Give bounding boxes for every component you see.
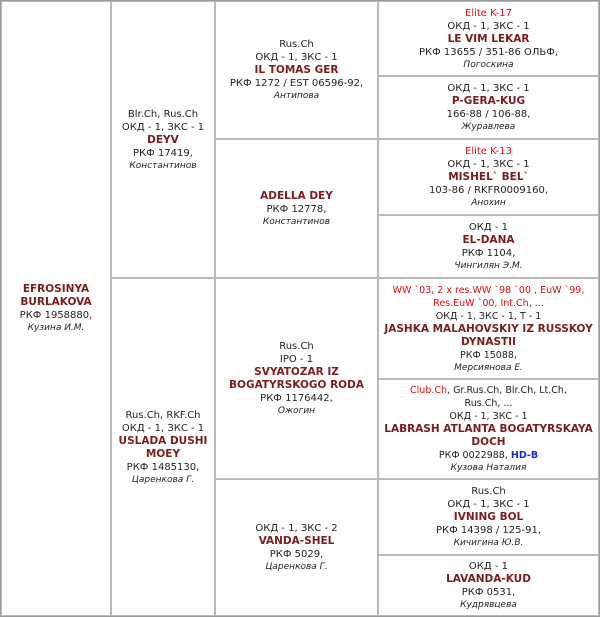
sds-entry [378,139,599,215]
dss-titles-line1: WW `03, 2 x res.WW `98 `00 , EuW `99, [392,284,585,296]
ss-owner: Антипова [273,91,320,101]
dds-name[interactable]: IVNING BOL [453,511,524,523]
sdd-entry [378,215,599,278]
dd-entry [215,479,378,616]
ddd-reg: РКФ 0531, [461,587,516,598]
subject-reg: РКФ 1958880, [19,310,93,321]
sds-owner: Анохин [471,198,506,208]
sds-reg: 103-86 / RKFR0009160, [428,185,549,196]
ddd-name[interactable]: LAVANDA-KUD [446,573,531,585]
dam-titles: Rus.Ch, RKF.Ch [125,409,201,421]
sds-tests: ОКД - 1, ЗКС - 1 [447,159,530,170]
dds-reg: РКФ 14398 / 125-91, [435,525,542,536]
ds-tests: IPO - 1 [279,354,314,365]
dss-entry [378,278,599,379]
ds-name[interactable]: SVYATOZAR IZ BOGATYRSKOGO RODA [229,366,364,391]
dsd-titles-line2: Rus.Ch, ... [464,398,513,409]
dsd-club-title: Club.Ch [410,385,448,396]
ds-entry [215,278,378,479]
sdd-owner: Чингилян Э.М. [454,261,523,271]
sd-owner: Константинов [262,216,331,227]
sire-name[interactable]: DEYV [147,133,179,146]
dss-reg: РКФ 15088, [460,349,517,361]
sss-entry [378,1,599,76]
ssd-name[interactable]: P-GERA-KUG [451,95,526,107]
dsd-name[interactable]: LABRASH ATLANTA BOGATYRSKAYA DOCH [384,423,593,448]
ssd-tests: ОКД - 1, ЗКС - 1 [447,83,530,94]
sss-tests: ОКД - 1, ЗКС - 1 [447,20,530,32]
dd-name[interactable]: VANDA-SHEL [258,535,335,547]
dsd-owner: Кузова Наталия [450,463,527,473]
ss-tests: ОКД - 1, ЗКС - 1 [255,52,338,63]
ss-titles: Rus.Ch [279,39,314,50]
dss-titles-line2: Res.EuW `00, Int.Ch [433,297,529,309]
sire-reg: РКФ 17419, [133,147,193,159]
ddd-tests: ОКД - 1 [468,561,509,572]
dam-reg: РКФ 1485130, [126,461,200,473]
dds-titles: Rus.Ch [471,486,506,497]
dd-tests: ОКД - 1, ЗКС - 2 [255,523,338,534]
sd-name[interactable]: ADELLA DEY [260,189,333,202]
dsd-entry [378,379,599,479]
sds-name[interactable]: MISHEL` BEL` [448,171,529,183]
sire-tests: ОКД - 1, ЗКС - 1 [121,121,205,133]
dss-name[interactable]: JASHKA MALAHOVSKIY IZ RUSSKOY DYNASTII [384,322,593,348]
dsd-reg: РКФ 0022988, [438,450,508,461]
subject-entry [1,1,111,616]
dam-owner: Царенкова Г. [131,474,195,485]
dam-tests: ОКД - 1, ЗКС - 1 [121,422,205,434]
dsd-titles-line1: , Gr.Rus.Ch, Blr.Ch, Lt.Ch, [447,385,567,396]
dds-owner: Кичигина Ю.В. [453,538,524,548]
ds-reg: РКФ 1176442, [260,393,333,404]
ss-name[interactable]: IL TOMAS GER [254,64,339,76]
ddd-owner: Кудрявцева [460,600,517,610]
sdd-tests: ОКД - 1 [468,222,509,233]
sds-elite: Elite K-13 [465,146,512,157]
sdd-name[interactable]: EL-DANA [462,234,515,246]
dam-entry [111,278,215,616]
ddd-entry [378,555,599,616]
ds-titles: Rus.Ch [279,341,314,352]
sd-reg: РКФ 12778, [266,203,327,215]
ds-owner: Ожогин [277,406,316,416]
sss-owner: Погоскина [463,59,514,70]
dam-name[interactable]: USLADA DUSHI MOEY [118,434,208,460]
dsd-tests: ОКД - 1, ЗКС - 1 [449,411,528,422]
dd-reg: РКФ 5029, [269,549,324,560]
dsd-hd-badge: HD-B [510,450,539,461]
dd-owner: Царенкова Г. [265,562,328,572]
sire-titles: Blr.Ch, Rus.Ch [127,108,199,120]
sss-name[interactable]: LE VIM LEKAR [447,32,530,45]
dds-tests: ОКД - 1, ЗКС - 1 [447,499,530,510]
dss-tests: ОКД - 1, ЗКС - 1, Т - 1 [435,310,542,322]
sdd-reg: РКФ 1104, [461,248,516,259]
sss-elite: Elite K-17 [465,7,512,19]
sd-entry [215,139,378,278]
sss-reg: РКФ 13655 / 351-86 ОЛЬФ, [418,46,559,58]
ssd-reg: 166-88 / 106-88, [446,109,531,120]
ssd-owner: Журавлева [461,122,516,132]
sire-owner: Константинов [129,160,197,171]
ss-reg: РКФ 1272 / EST 06596-92, [229,78,364,89]
dss-owner: Мерсиянова Е. [454,362,523,373]
dss-titles-line2-tail: , ... [528,297,544,309]
ss-entry [215,1,378,139]
dds-entry [378,479,599,555]
ssd-entry [378,76,599,139]
subject-name[interactable]: EFROSINYA BURLAKOVA [20,283,92,308]
subject-owner: Кузина И.М. [27,323,85,333]
sire-entry [111,1,215,278]
